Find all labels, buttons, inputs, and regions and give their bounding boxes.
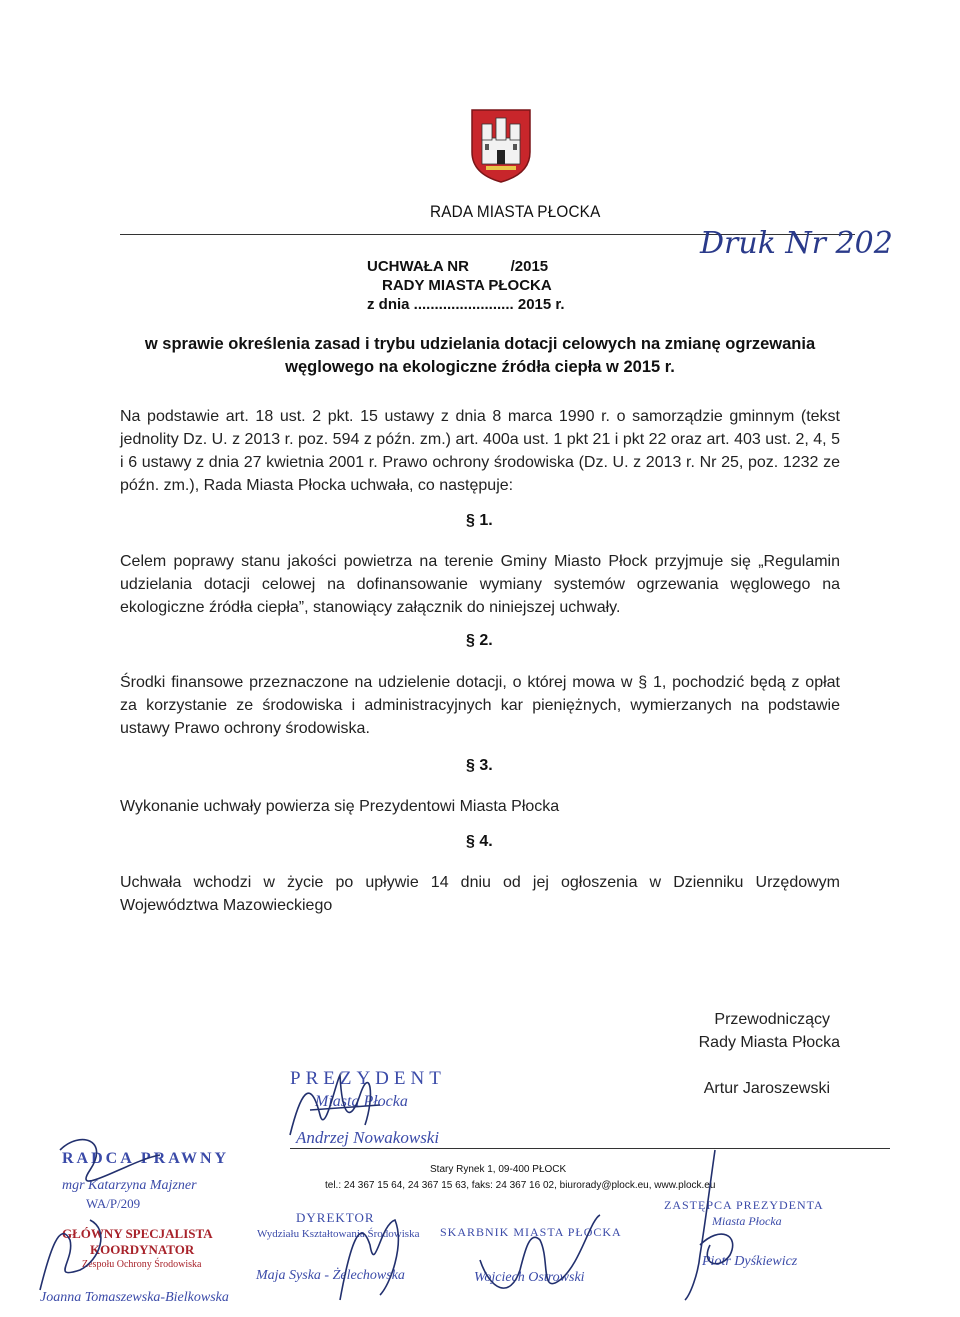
section-4-text: Uchwała wchodzi w życie po upływie 14 dniu od jej ogłoszenia w Dzienniku Urzędowym Województwa Mazowieckiego <box>120 874 840 914</box>
section-2-text: Środki finansowe przeznaczone na udzielenie dotacji, o której mowa w § 1, pochodzić będą z opłat za korzystanie ze środowiska i administracyjnych kar pieniężnych, wymierzanych na podstawie ustawy Prawo ochrony środowiska. <box>120 674 840 737</box>
section-3-mark: § 3. <box>466 757 493 774</box>
deputy-stamp-name: Piotr Dyśkiewicz <box>702 1254 798 1269</box>
resolution-title <box>120 333 840 379</box>
president-stamp-name: Andrzej Nowakowski <box>296 1128 440 1147</box>
treasurer-stamp-name: Wojciech Ostrowski <box>474 1270 585 1285</box>
legal-counsel-stamp-name: mgr Katarzyna Majzner <box>62 1178 197 1193</box>
handwritten-print-number: Druk Nr 202 <box>700 226 893 261</box>
director-stamp-name: Maja Syska - Żelechowska <box>256 1268 405 1283</box>
legal-counsel-stamp-title: RADCA PRAWNY <box>62 1150 230 1167</box>
director-stamp-title: DYREKTOR <box>296 1210 375 1225</box>
legal-basis-paragraph: Na podstawie art. 18 ust. 2 pkt. 15 ustawy z dnia 8 marca 1990 r. o samorządzie gminnym (tekst jednolity Dz. U. z 2013 r. poz. 594 z późn. zm.) art. 400a ust. 1 pkt 21 i pkt 22 oraz art. 403 ust. 2, 4, 5 i 6 ustawy z dnia 27 kwietnia 2001 r. Prawo ochrony środowiska (Dz. U. z 2013 r. Nr 25, poz. 1232 ze późn. zm.), Rada Miasta Płocka uchwała, co następuje: <box>120 408 840 494</box>
resolution-number: UCHWAŁA NR /2015 <box>367 258 549 275</box>
deputy-signature <box>660 1145 770 1305</box>
footer-contact: tel.: 24 367 15 64, 24 367 15 63, faks: 24 367 16 02, biurorady@plock.eu, www.plock.eu <box>325 1180 716 1191</box>
resolution-date: z dnia ........................ 2015 r. <box>367 296 565 313</box>
specialist-stamp-line3: Zespołu Ochrony Środowiska <box>82 1259 202 1270</box>
legal-counsel-stamp-code: WA/P/209 <box>86 1196 141 1211</box>
specialist-stamp-name: Joanna Tomaszewska-Bielkowska <box>40 1290 229 1305</box>
council-name: RADA MIASTA PŁOCKA <box>430 202 601 221</box>
signatory-role: Przewodniczący <box>714 1011 830 1028</box>
deputy-stamp-subtitle: Miasta Płocka <box>712 1214 782 1228</box>
president-stamp-title: PREZYDENT <box>290 1068 446 1089</box>
section-3-text: Wykonanie uchwały powierza się Prezydentowi Miasta Płocka <box>120 798 560 815</box>
treasurer-signature <box>470 1210 610 1305</box>
city-crest-logo <box>470 108 532 184</box>
section-1-text: Celem poprawy stanu jakości powietrza na terenie Gminy Miasto Płock przyjmuje się „Regulamin udzielania dotacji celowej na dofinansowanie wymiany systemów ogrzewania węglowego na ekologiczne źródła ciepła”, stanowiący załącznik do niniejszej uchwały. <box>120 553 840 616</box>
title-line: w sprawie określenia zasad i trybu udzielania dotacji celowych na zmianę ogrzewania <box>144 335 816 353</box>
specialist-stamp-line2: KOORDYNATOR <box>90 1242 195 1257</box>
treasurer-stamp-title: SKARBNIK MIASTA PŁOCKA <box>440 1225 622 1239</box>
president-stamp-subtitle: Miasta Płocka <box>315 1093 408 1110</box>
signatory-body: Rady Miasta Płocka <box>698 1034 840 1051</box>
president-signature <box>280 1055 400 1145</box>
signatory-name: Artur Jaroszewski <box>703 1080 830 1097</box>
director-signature <box>320 1205 430 1305</box>
footer-rule <box>290 1148 890 1149</box>
title-line: węglowego na ekologiczne źródła ciepła w 2015 r. <box>285 358 675 376</box>
section-4-mark: § 4. <box>466 833 493 850</box>
director-stamp-subtitle: Wydziału Kształtowania Środowiska <box>257 1228 420 1240</box>
footer-address: Stary Rynek 1, 09-400 PŁOCK <box>430 1164 567 1175</box>
legal-specialist-signatures <box>20 1130 220 1300</box>
specialist-stamp-line1: GŁÓWNY SPECJALISTA <box>62 1226 213 1241</box>
deputy-stamp-title: ZASTĘPCA PREZYDENTA <box>664 1198 824 1212</box>
section-2-mark: § 2. <box>466 632 493 649</box>
section-1-mark: § 1. <box>466 512 493 529</box>
resolution-issuer: RADY MIASTA PŁOCKA <box>382 277 552 294</box>
